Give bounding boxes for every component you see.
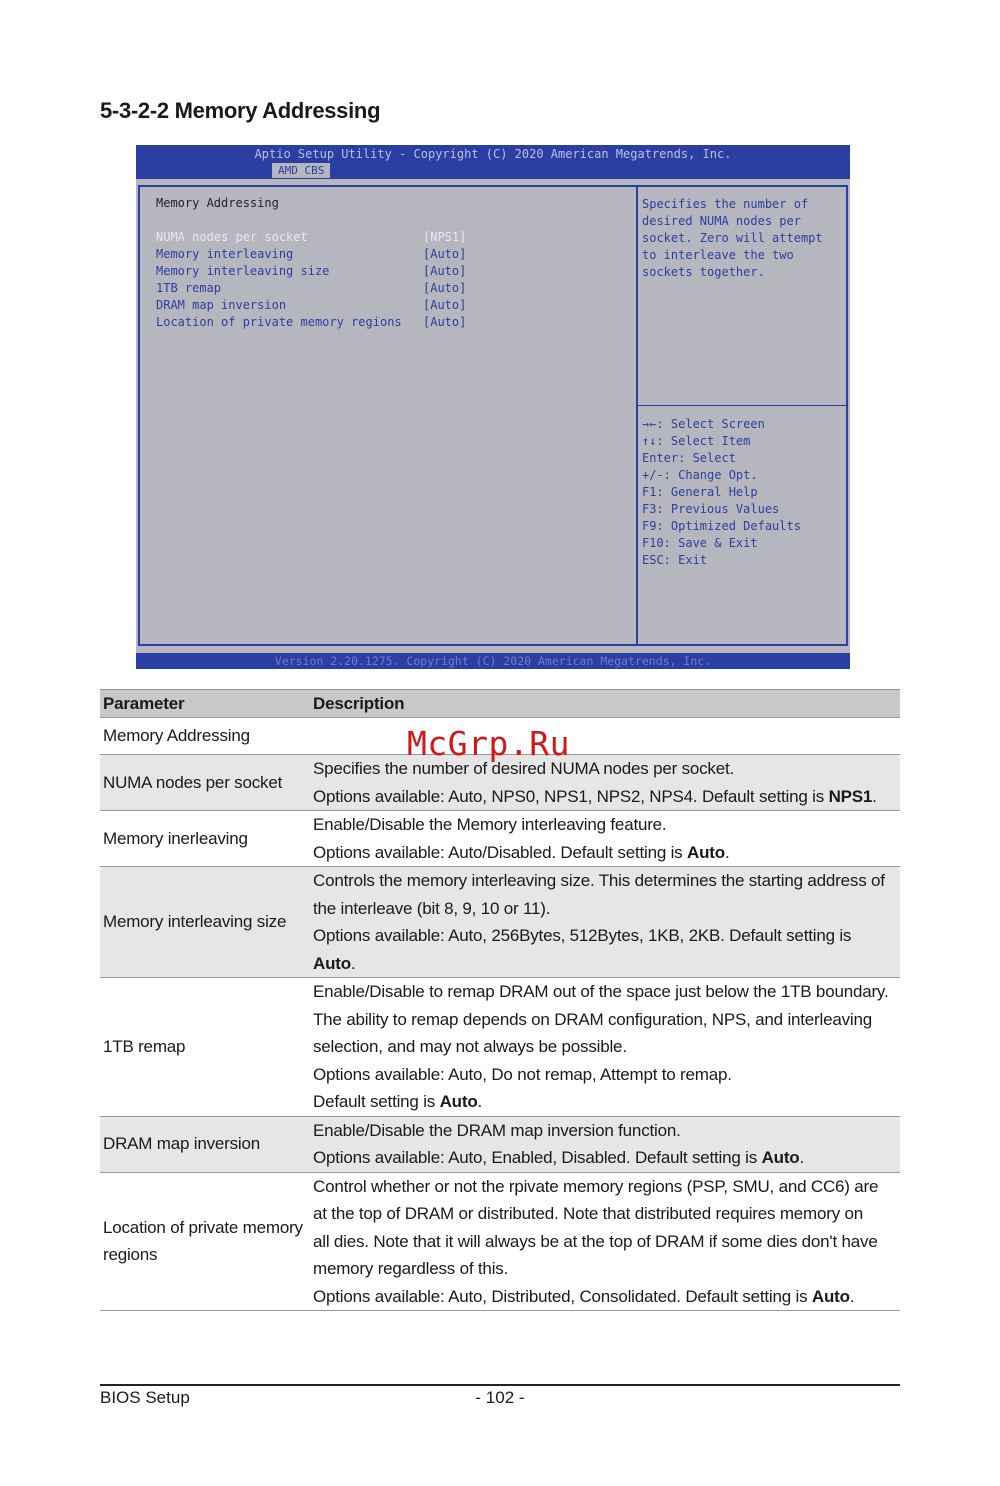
bios-menu-item-value: [Auto] [423, 247, 467, 261]
bios-key-hint: →←: Select Screen [642, 417, 765, 431]
parameter-description [310, 867, 900, 978]
table-row [100, 867, 900, 978]
description-text: Control whether or not the rpivate memory regions (PSP, SMU, and CC6) are [313, 1176, 879, 1196]
description-line [313, 1033, 897, 1061]
description-text: Options available: Auto, 256Bytes, 512Bytes, 1KB, 2KB. Default setting is [313, 926, 852, 945]
description-suffix: . [849, 1286, 855, 1306]
bios-menu-item-label: Memory interleaving size [156, 264, 330, 278]
watermark: McGrp.Ru [407, 724, 570, 763]
description-text: all dies. Note that it will always be at the top of DRAM if some dies don't have [313, 1231, 878, 1251]
parameter-name: 1TB remap [100, 978, 310, 1117]
description-text: Options available: Auto, Enabled, Disabled. Default setting is [313, 1148, 762, 1167]
description-text: Enable/Disable to remap DRAM out of the space just below the 1TB boundary. [313, 982, 889, 1001]
description-text: Specifies the number of desired NUMA nodes per socket. [313, 759, 735, 778]
description-line [313, 783, 897, 811]
bios-screenshot [136, 145, 850, 669]
bios-menu [156, 230, 476, 332]
description-text: Enable/Disable the DRAM map inversion function. [313, 1120, 681, 1140]
description-suffix: . [872, 786, 877, 806]
description-line [313, 1200, 897, 1228]
description-text: Default setting is [313, 1092, 440, 1111]
description-suffix: . [350, 953, 356, 973]
bios-version: Version 2.20.1275. Copyright (C) 2020 American Megatrends, Inc. [274, 654, 712, 668]
bios-menu-item[interactable] [156, 264, 476, 281]
bios-help-separator [638, 405, 846, 406]
bios-menu-item-value: [Auto] [423, 281, 467, 295]
description-line [313, 1228, 897, 1256]
bios-status-bar [136, 653, 850, 669]
page-number: - 102 - [475, 1388, 525, 1407]
bios-menu-item-label: 1TB remap [156, 281, 222, 295]
description-line [313, 1117, 897, 1145]
description-line [313, 922, 897, 977]
bios-menu-item[interactable] [156, 247, 476, 264]
bios-divider [636, 185, 638, 646]
parameter-description [310, 1116, 900, 1172]
bios-menu-item-value: [Auto] [423, 298, 467, 312]
bios-key-hint: ↑↓: Select Item [642, 434, 751, 448]
description-suffix: . [799, 1148, 805, 1167]
description-line [313, 895, 897, 923]
bios-help-text: Specifies the number of desired NUMA nodes per socket. Zero will attempt to interleave the two sockets together. [642, 197, 823, 279]
parameter-description [310, 718, 900, 755]
bios-menu-item-value: [NPS1] [423, 230, 467, 244]
default-value: Auto [439, 1092, 478, 1111]
bios-menu-item-label: NUMA nodes per socket [156, 230, 308, 244]
description-text: at the top of DRAM or distributed. Note that distributed requires memory on [313, 1204, 864, 1223]
bios-title-bar [136, 145, 850, 179]
default-value: NPS1 [828, 786, 873, 806]
header-description: Description [310, 690, 900, 718]
description-text: selection, and may not always be possible. [313, 1037, 627, 1056]
description-line [313, 1144, 897, 1172]
table-row [100, 1116, 900, 1172]
bios-key-hint: ESC: Exit [642, 553, 708, 567]
parameter-description [310, 755, 900, 811]
default-value: Auto [313, 953, 351, 973]
description-line [313, 811, 897, 839]
parameter-name: Memory interleaving size [100, 867, 310, 978]
bios-key-hint: F1: General Help [642, 485, 758, 499]
description-text: Controls the memory interleaving size. This determines the starting address of [313, 871, 885, 890]
parameter-name: Location of private memory regions [100, 1172, 310, 1311]
table-header-row [100, 690, 900, 718]
bios-menu-item-label: DRAM map inversion [156, 298, 287, 312]
description-line [313, 867, 897, 895]
description-line [313, 1173, 897, 1201]
parameter-description [310, 1172, 900, 1311]
description-line [313, 839, 897, 867]
bios-menu-item[interactable] [156, 281, 476, 298]
footer-rule [100, 1384, 900, 1386]
description-line [313, 1006, 897, 1034]
bios-menu-item[interactable] [156, 230, 476, 247]
bios-title: Aptio Setup Utility - Copyright (C) 2020 American Megatrends, Inc. [254, 147, 732, 161]
bios-key-hint: F3: Previous Values [642, 502, 780, 516]
description-text: memory regardless of this. [313, 1259, 509, 1278]
parameter-description [310, 978, 900, 1117]
table-row [100, 811, 900, 867]
description-text: Options available: Auto, NPS0, NPS1, NPS2, NPS4. Default setting is [313, 786, 829, 806]
table-row [100, 1172, 900, 1311]
parameter-name: Memory Addressing [100, 718, 310, 755]
bios-key-legend [642, 417, 842, 570]
description-line [313, 755, 897, 783]
description-line [313, 1088, 897, 1116]
description-text: the interleave (bit 8, 9, 10 or 11). [313, 898, 551, 918]
parameter-name: Memory inerleaving [100, 811, 310, 867]
bios-menu-item-value: [Auto] [423, 264, 467, 278]
description-suffix: . [477, 1092, 483, 1111]
description-line [313, 978, 897, 1006]
bios-menu-item[interactable] [156, 298, 476, 315]
description-text: Enable/Disable the Memory interleaving feature. [313, 815, 667, 834]
bios-section-title: Memory Addressing [156, 196, 279, 210]
tab-amd-cbs[interactable]: AMD CBS [272, 163, 330, 178]
section-heading: 5-3-2-2 Memory Addressing [100, 98, 381, 123]
description-text: Options available: Auto, Do not remap, Attempt to remap. [313, 1064, 732, 1084]
bios-key-hint: F10: Save & Exit [642, 536, 758, 550]
default-value: Auto [811, 1286, 850, 1306]
parameter-name: DRAM map inversion [100, 1116, 310, 1172]
description-line [313, 1061, 897, 1089]
bios-menu-item[interactable] [156, 315, 476, 332]
description-text: Options available: Auto/Disabled. Default setting is [313, 842, 688, 862]
bios-key-hint: Enter: Select [642, 451, 736, 465]
description-line [313, 1283, 897, 1311]
default-value: Auto [687, 842, 725, 862]
description-text: Options available: Auto, Distributed, Consolidated. Default setting is [313, 1286, 812, 1306]
parameter-name: NUMA nodes per socket [100, 755, 310, 811]
description-text: The ability to remap depends on DRAM configuration, NPS, and interleaving [313, 1009, 872, 1029]
header-parameter: Parameter [100, 690, 310, 718]
default-value: Auto [761, 1148, 800, 1167]
table-row [100, 978, 900, 1117]
bios-menu-item-label: Memory interleaving [156, 247, 294, 261]
bios-menu-item-label: Location of private memory regions [156, 315, 402, 329]
bios-key-hint: +/-: Change Opt. [642, 468, 758, 482]
description-line [313, 1255, 897, 1283]
parameter-description [310, 811, 900, 867]
bios-menu-item-value: [Auto] [423, 315, 467, 329]
bios-key-hint: F9: Optimized Defaults [642, 519, 801, 533]
description-suffix: . [724, 842, 730, 862]
footer-title: BIOS Setup [100, 1388, 190, 1407]
parameter-table [100, 689, 900, 1311]
